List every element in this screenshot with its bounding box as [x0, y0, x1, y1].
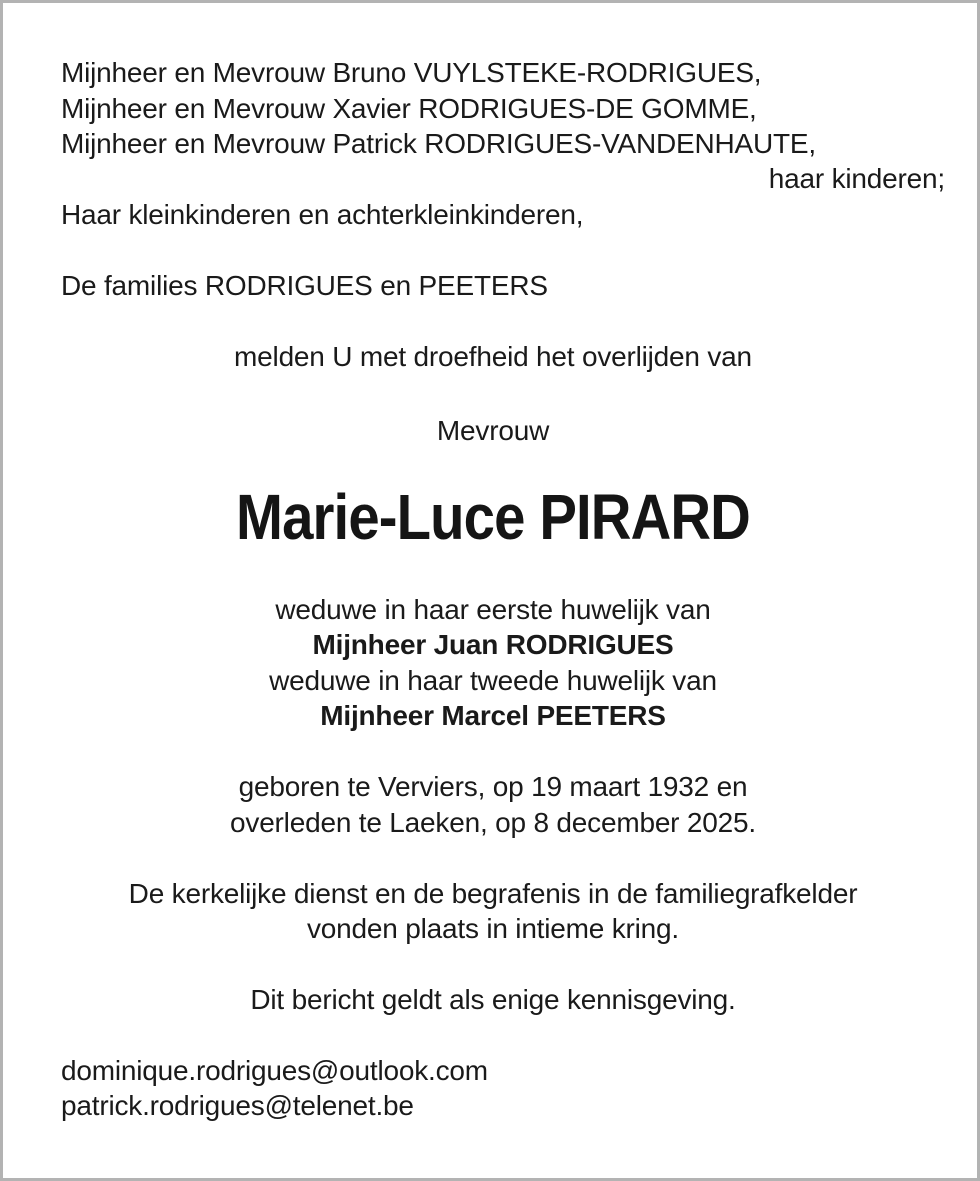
death-line: overleden te Laeken, op 8 december 2025.	[230, 807, 756, 838]
marriage-2-spouse: Mijnheer Marcel PEETERS	[320, 700, 666, 731]
family-line-1: Mijnheer en Mevrouw Bruno VUYLSTEKE-RODRIGUES,	[61, 57, 762, 88]
marriage-2-label: weduwe in haar tweede huwelijk van	[269, 665, 717, 696]
family-line-3: Mijnheer en Mevrouw Patrick RODRIGUES-VANDENHAUTE,	[61, 128, 816, 159]
marriage-1-spouse: Mijnheer Juan RODRIGUES	[312, 629, 674, 660]
deceased-name: Marie-Luce PIRARD	[236, 481, 750, 553]
grandchildren-line: Haar kleinkinderen en achterkleinkinderen,	[61, 199, 584, 230]
contact-email-2[interactable]: patrick.rodrigues@telenet.be	[61, 1090, 414, 1121]
contact-email-1[interactable]: dominique.rodrigues@outlook.com	[61, 1055, 488, 1086]
family-line-2: Mijnheer en Mevrouw Xavier RODRIGUES-DE GOMME,	[61, 93, 757, 124]
service-line-2: vonden plaats in intieme kring.	[306, 913, 680, 944]
service-line-1: De kerkelijke dienst en de begrafenis in de familiegrafkelder	[128, 878, 858, 909]
marriage-1-label: weduwe in haar eerste huwelijk van	[275, 594, 711, 625]
birth-line: geboren te Verviers, op 19 maart 1932 en	[238, 771, 748, 802]
notice-line: Dit bericht geldt als enige kennisgeving.	[250, 984, 736, 1015]
title-line: Mevrouw	[436, 415, 550, 446]
announcement-line: melden U met droefheid het overlijden van	[234, 341, 752, 372]
families-line: De families RODRIGUES en PEETERS	[61, 270, 548, 301]
children-label: haar kinderen;	[768, 163, 945, 194]
